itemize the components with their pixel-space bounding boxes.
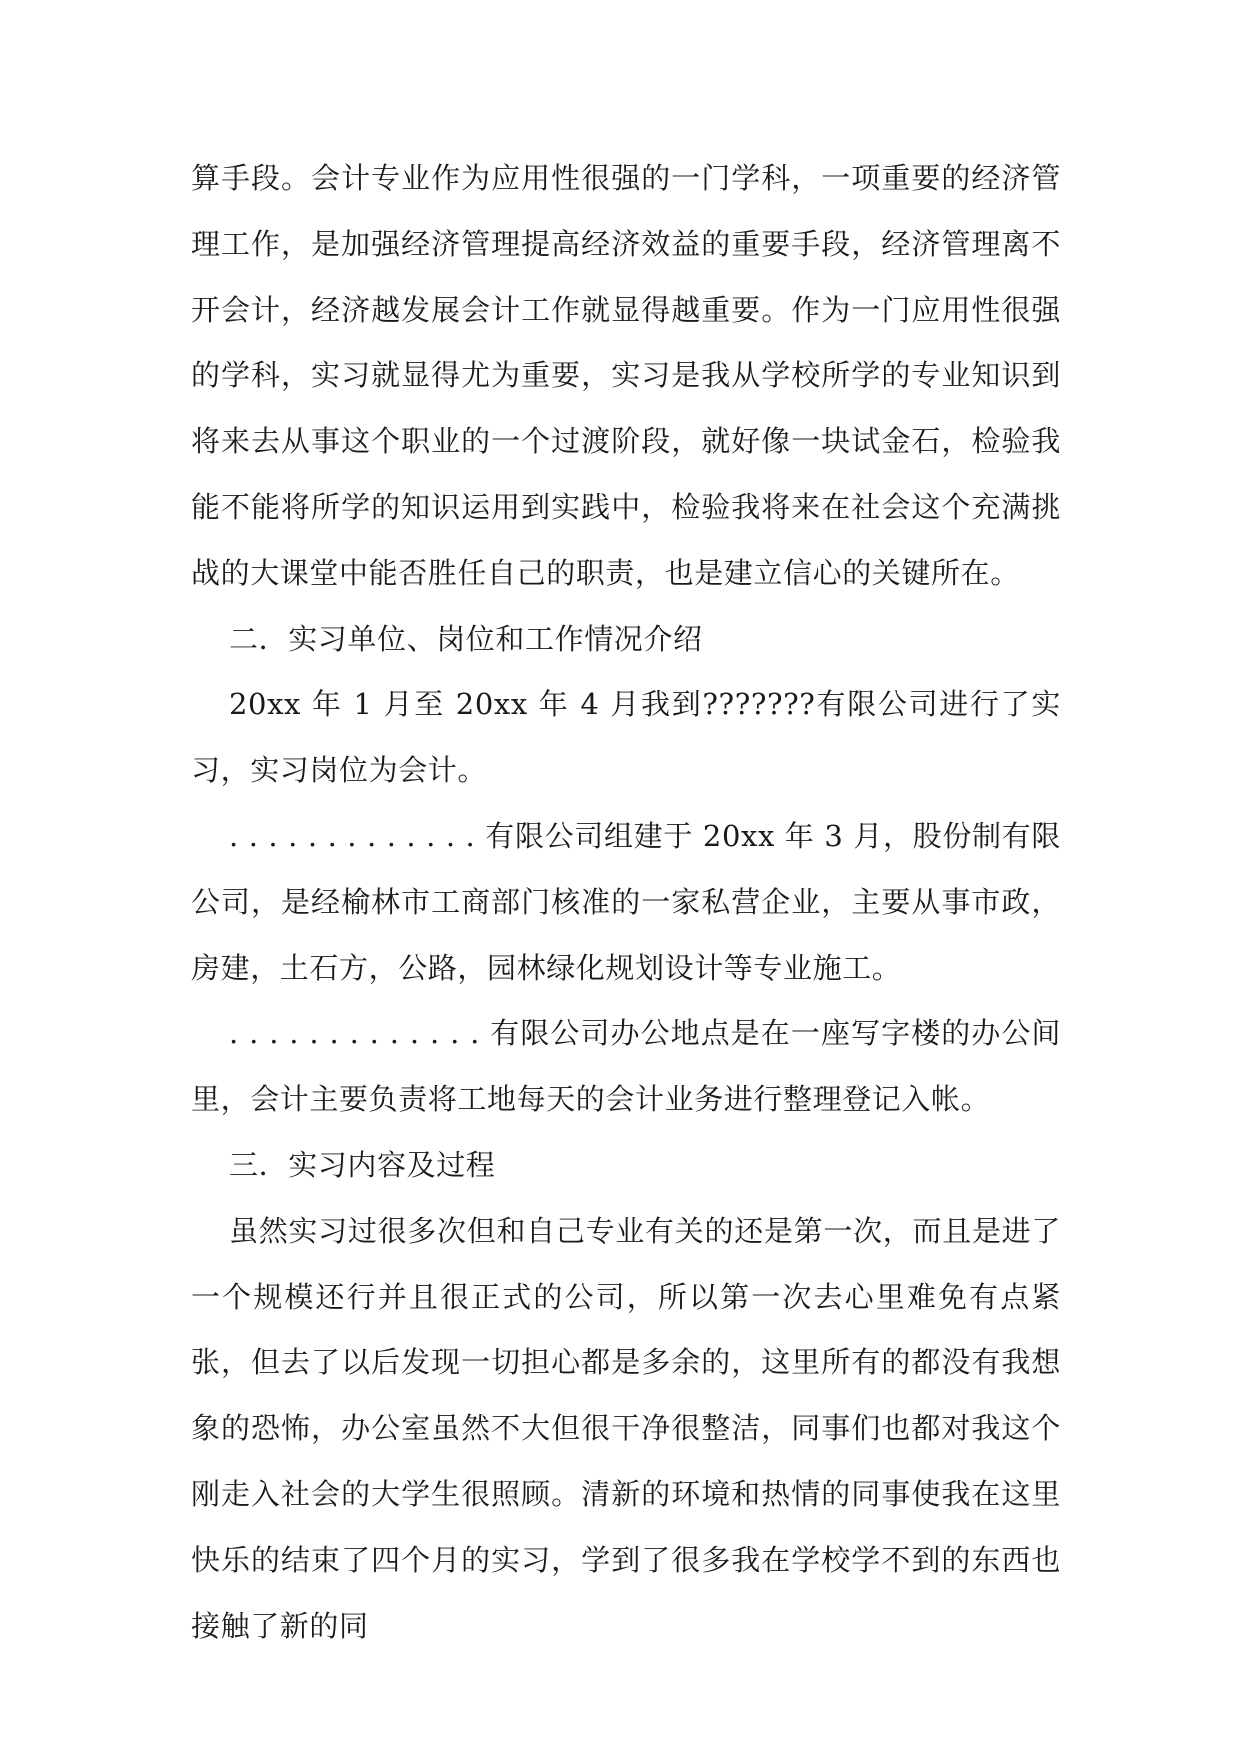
paragraph-internship-period: 20xx 年 1 月至 20xx 年 4 月我到???????有限公司进行了实习，实习岗位为会计。	[191, 687, 1061, 788]
paragraph-company-intro: . . . . . . . . . . . . . 有限公司组建于 20xx 年 3 月，股份制有限公司，是经榆林市工商部门核准的一家私营企业，主要从事市政，房建，土石方，公路，园林绿化规划设计等专业施工。	[191, 818, 1061, 985]
paragraph-continuation: 算手段。会计专业作为应用性很强的一门学科，一项重要的经济管理工作，是加强经济管理提高经济效益的重要手段，经济管理离不开会计，经济越发展会计工作就显得越重要。作为一门应用性很强的学科，实习就显得尤为重要，实习是我从学校所学的专业知识到将来去从事这个职业的一个过渡阶段，就好像一块试金石，检验我能不能将所学的知识运用到实践中，检验我将来在社会这个充满挑战的大课堂中能否胜任自己的职责，也是建立信心的关键所在。	[191, 161, 1061, 590]
section-heading-2: 二．实习单位、岗位和工作情况介绍	[229, 621, 703, 656]
paragraph-office-duties: . . . . . . . . . . . . . 有限公司办公地点是在一座写字楼的办公间里，会计主要负责将工地每天的会计业务进行整理登记入帐。	[191, 1016, 1061, 1117]
paragraph-internship-experience: 虽然实习过很多次但和自己专业有关的还是第一次，而且是进了一个规模还行并且很正式的公司，所以第一次去心里难免有点紧张，但去了以后发现一切担心都是多余的，这里所有的都没有我想象的恐怖，办公室虽然不大但很干净很整洁，同事们也都对我这个刚走入社会的大学生很照顾。清新的环境和热情的同事使我在这里快乐的结束了四个月的实习，学到了很多我在学校学不到的东西也接触了新的同	[191, 1213, 1061, 1643]
section-heading-3: 三．实习内容及过程	[229, 1147, 496, 1182]
document-body	[191, 146, 1061, 1659]
